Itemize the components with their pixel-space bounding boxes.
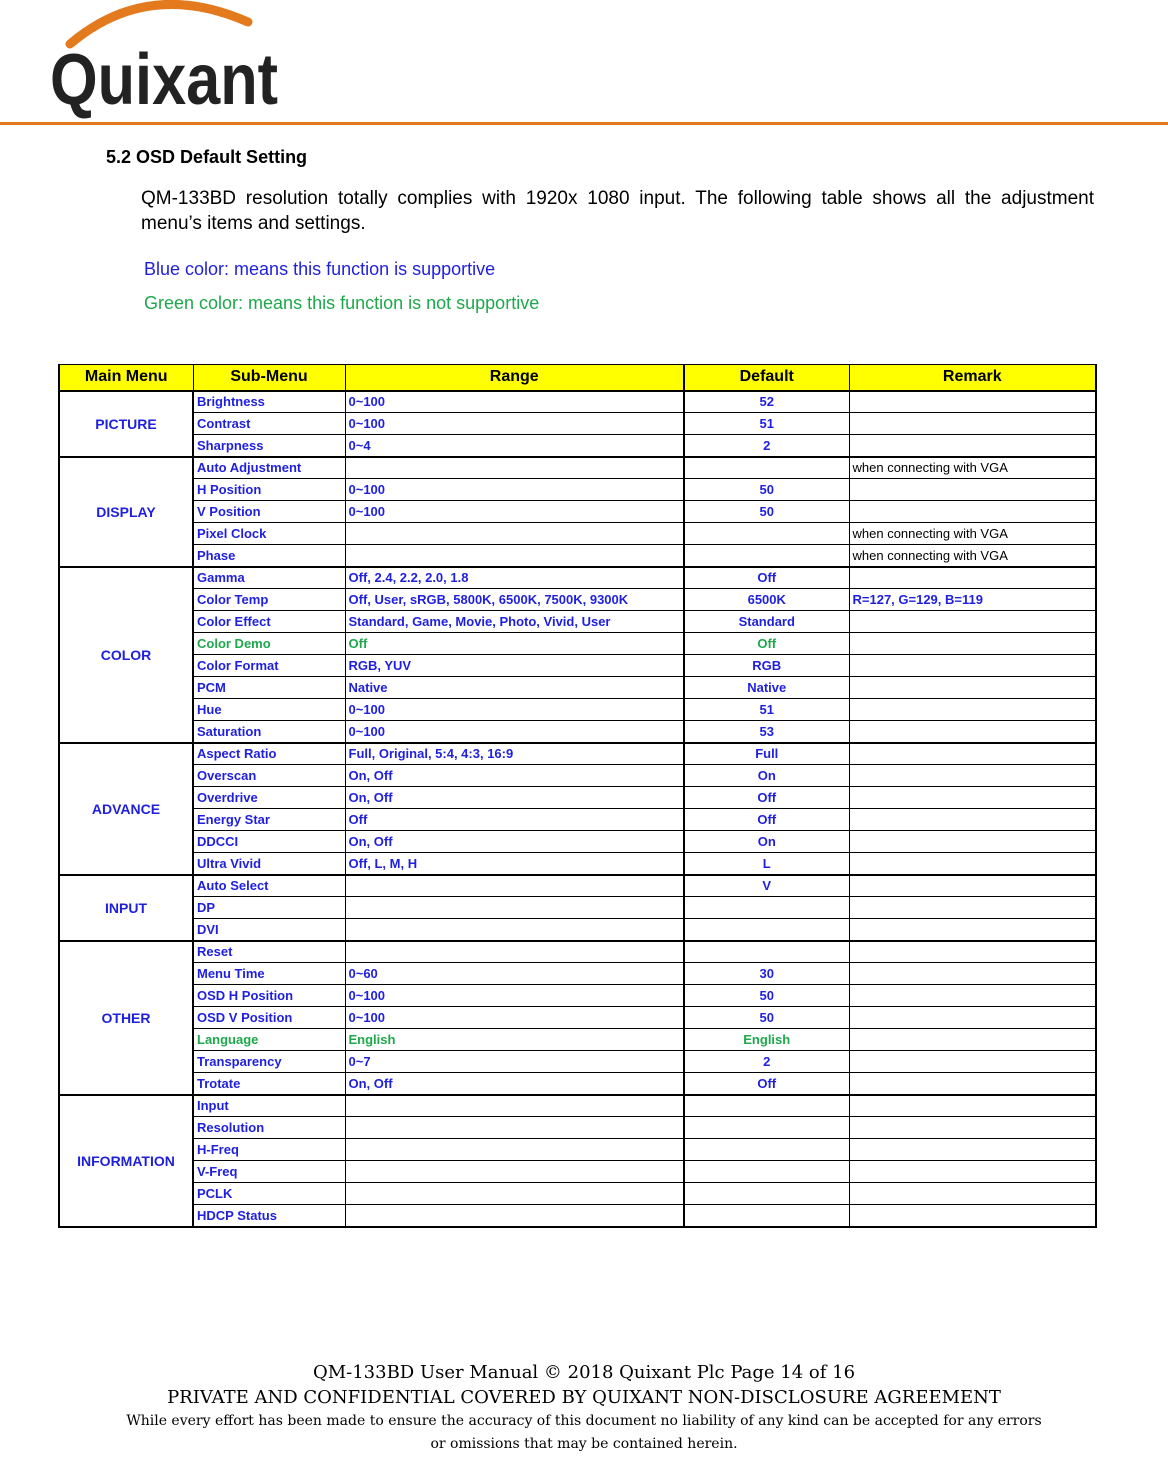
remark-cell: R=127, G=129, B=119 [849, 589, 1096, 611]
logo-wordmark: Quixant [50, 40, 279, 120]
header-remark: Remark [849, 365, 1096, 391]
range-cell: 0~100 [345, 391, 684, 413]
remark-cell [849, 1161, 1096, 1183]
range-cell: Off [345, 809, 684, 831]
remark-cell [849, 1073, 1096, 1095]
table-row [59, 831, 1096, 853]
range-cell: Off [345, 633, 684, 655]
default-cell [684, 1095, 849, 1117]
default-cell [684, 1139, 849, 1161]
range-cell: On, Off [345, 765, 684, 787]
sub-menu-cell: HDCP Status [193, 1205, 345, 1227]
default-cell: 53 [684, 721, 849, 743]
header-main-menu: Main Menu [59, 365, 193, 391]
sub-menu-cell: DVI [193, 919, 345, 941]
range-cell [345, 523, 684, 545]
table-row [59, 413, 1096, 435]
remark-cell [849, 391, 1096, 413]
default-cell: 51 [684, 699, 849, 721]
table-row [59, 1139, 1096, 1161]
sub-menu-cell: Language [193, 1029, 345, 1051]
remark-cell [849, 1117, 1096, 1139]
range-cell [345, 545, 684, 567]
default-cell: 52 [684, 391, 849, 413]
remark-cell [849, 655, 1096, 677]
table-row [59, 677, 1096, 699]
range-cell [345, 919, 684, 941]
range-cell: English [345, 1029, 684, 1051]
range-cell: On, Off [345, 831, 684, 853]
table-row [59, 765, 1096, 787]
range-cell: 0~100 [345, 721, 684, 743]
remark-cell [849, 787, 1096, 809]
remark-cell [849, 1183, 1096, 1205]
sub-menu-cell: H Position [193, 479, 345, 501]
sub-menu-cell: Input [193, 1095, 345, 1117]
table-row [59, 1183, 1096, 1205]
remark-cell [849, 919, 1096, 941]
range-cell: Native [345, 677, 684, 699]
range-cell: 0~4 [345, 435, 684, 457]
default-cell: On [684, 765, 849, 787]
sub-menu-cell: Saturation [193, 721, 345, 743]
default-cell: 6500K [684, 589, 849, 611]
remark-cell [849, 699, 1096, 721]
range-cell [345, 1161, 684, 1183]
remark-cell [849, 875, 1096, 897]
sub-menu-cell: OSD V Position [193, 1007, 345, 1029]
remark-cell [849, 1051, 1096, 1073]
table-row [59, 787, 1096, 809]
default-cell: 50 [684, 1007, 849, 1029]
remark-cell [849, 985, 1096, 1007]
range-cell [345, 457, 684, 479]
default-cell: Off [684, 1073, 849, 1095]
sub-menu-cell: Brightness [193, 391, 345, 413]
range-cell: Standard, Game, Movie, Photo, Vivid, User [345, 611, 684, 633]
table-row [59, 1029, 1096, 1051]
sub-menu-cell: Auto Adjustment [193, 457, 345, 479]
legend-unsupported: Green color: means this function is not supportive [144, 293, 540, 313]
range-cell [345, 897, 684, 919]
remark-cell [849, 721, 1096, 743]
default-cell: Off [684, 633, 849, 655]
sub-menu-cell: DP [193, 897, 345, 919]
table-row [59, 545, 1096, 567]
range-cell [345, 875, 684, 897]
remark-cell [849, 831, 1096, 853]
remark-cell [849, 963, 1096, 985]
default-cell: Standard [684, 611, 849, 633]
range-cell: 0~60 [345, 963, 684, 985]
default-cell: English [684, 1029, 849, 1051]
sub-menu-cell: Hue [193, 699, 345, 721]
table-row [59, 655, 1096, 677]
header-default: Default [684, 365, 849, 391]
sub-menu-cell: Aspect Ratio [193, 743, 345, 765]
remark-cell [849, 1095, 1096, 1117]
default-cell: V [684, 875, 849, 897]
quixant-logo [48, 0, 288, 118]
sub-menu-cell: Color Temp [193, 589, 345, 611]
sub-menu-cell: Overscan [193, 765, 345, 787]
remark-cell [849, 941, 1096, 963]
default-cell [684, 919, 849, 941]
remark-cell [849, 633, 1096, 655]
main-menu-cell: COLOR [59, 567, 193, 743]
default-cell: RGB [684, 655, 849, 677]
remark-cell [849, 1139, 1096, 1161]
table-row [59, 479, 1096, 501]
range-cell: RGB, YUV [345, 655, 684, 677]
table-row [59, 1205, 1096, 1227]
table-row [59, 875, 1096, 897]
section-title-text: OSD Default Setting [136, 147, 308, 167]
legend-supported: Blue color: means this function is supportive [144, 259, 496, 279]
remark-cell [849, 677, 1096, 699]
table-row [59, 985, 1096, 1007]
default-cell: L [684, 853, 849, 875]
default-cell: 2 [684, 435, 849, 457]
table-row [59, 1051, 1096, 1073]
table-row [59, 919, 1096, 941]
sub-menu-cell: Contrast [193, 413, 345, 435]
remark-cell [849, 1029, 1096, 1051]
main-menu-cell: PICTURE [59, 391, 193, 457]
default-cell [684, 897, 849, 919]
range-cell: Off, User, sRGB, 5800K, 6500K, 7500K, 9300K [345, 589, 684, 611]
sub-menu-cell: V Position [193, 501, 345, 523]
remark-cell [849, 413, 1096, 435]
table-row [59, 963, 1096, 985]
sub-menu-cell: Transparency [193, 1051, 345, 1073]
remark-cell: when connecting with VGA [849, 523, 1096, 545]
table-row [59, 853, 1096, 875]
footer-confidential: PRIVATE AND CONFIDENTIAL COVERED BY QUIXANT NON-DISCLOSURE AGREEMENT [167, 1387, 1001, 1408]
sub-menu-cell: Reset [193, 941, 345, 963]
sub-menu-cell: Ultra Vivid [193, 853, 345, 875]
default-cell: Native [684, 677, 849, 699]
intro-paragraph: QM-133BD resolution totally complies with 1920x 1080 input. The following table shows all the adjustment menu’s items and settings. [141, 188, 1094, 234]
remark-cell [849, 1007, 1096, 1029]
table-row [59, 589, 1096, 611]
remark-cell [849, 809, 1096, 831]
sub-menu-cell: Energy Star [193, 809, 345, 831]
section-number: 5.2 [106, 147, 132, 167]
default-cell: Off [684, 787, 849, 809]
table-row [59, 567, 1096, 589]
remark-cell [849, 1205, 1096, 1227]
table-row [59, 1007, 1096, 1029]
sub-menu-cell: Gamma [193, 567, 345, 589]
sub-menu-cell: Phase [193, 545, 345, 567]
sub-menu-cell: PCLK [193, 1183, 345, 1205]
remark-cell [849, 567, 1096, 589]
table-row [59, 457, 1096, 479]
default-cell: 50 [684, 501, 849, 523]
range-cell [345, 1205, 684, 1227]
default-cell [684, 457, 849, 479]
default-cell [684, 1161, 849, 1183]
remark-cell [849, 501, 1096, 523]
range-cell: Off, L, M, H [345, 853, 684, 875]
osd-settings-table [58, 364, 1097, 1228]
sub-menu-cell: Color Format [193, 655, 345, 677]
table-row [59, 1095, 1096, 1117]
remark-cell [849, 479, 1096, 501]
default-cell: 30 [684, 963, 849, 985]
header-rule [0, 122, 1168, 125]
footer-manual-info: QM-133BD User Manual © 2018 Quixant Plc Page 14 of 16 [312, 1362, 856, 1383]
range-cell [345, 1139, 684, 1161]
sub-menu-cell: PCM [193, 677, 345, 699]
default-cell [684, 1117, 849, 1139]
table-row [59, 897, 1096, 919]
remark-cell [849, 435, 1096, 457]
table-row [59, 1117, 1096, 1139]
range-cell: Off, 2.4, 2.2, 2.0, 1.8 [345, 567, 684, 589]
remark-cell [849, 853, 1096, 875]
main-menu-cell: INFORMATION [59, 1095, 193, 1227]
default-cell [684, 523, 849, 545]
table-row [59, 1073, 1096, 1095]
default-cell: 2 [684, 1051, 849, 1073]
default-cell [684, 545, 849, 567]
footer-disclaimer-cont: or omissions that may be contained herein. [430, 1436, 738, 1452]
table-body [59, 391, 1096, 1227]
sub-menu-cell: Pixel Clock [193, 523, 345, 545]
remark-cell [849, 743, 1096, 765]
table-row [59, 633, 1096, 655]
range-cell [345, 1183, 684, 1205]
range-cell: 0~100 [345, 985, 684, 1007]
table-row [59, 721, 1096, 743]
table-row [59, 523, 1096, 545]
table-row [59, 743, 1096, 765]
range-cell [345, 1117, 684, 1139]
range-cell: 0~100 [345, 501, 684, 523]
default-cell: 51 [684, 413, 849, 435]
table-row [59, 391, 1096, 413]
default-cell: 50 [684, 479, 849, 501]
range-cell [345, 941, 684, 963]
remark-cell: when connecting with VGA [849, 545, 1096, 567]
main-menu-cell: DISPLAY [59, 457, 193, 567]
remark-cell [849, 765, 1096, 787]
table-row [59, 941, 1096, 963]
sub-menu-cell: Overdrive [193, 787, 345, 809]
sub-menu-cell: V-Freq [193, 1161, 345, 1183]
range-cell: 0~100 [345, 1007, 684, 1029]
default-cell [684, 1205, 849, 1227]
range-cell: Full, Original, 5:4, 4:3, 16:9 [345, 743, 684, 765]
range-cell: On, Off [345, 1073, 684, 1095]
default-cell: Full [684, 743, 849, 765]
section-title [106, 147, 307, 168]
main-menu-cell: OTHER [59, 941, 193, 1095]
range-cell: 0~7 [345, 1051, 684, 1073]
footer-disclaimer: While every effort has been made to ensure the accuracy of this document no liability of any kind can be accepted for any errors [126, 1413, 1042, 1429]
table-row [59, 1161, 1096, 1183]
range-cell: On, Off [345, 787, 684, 809]
default-cell: 50 [684, 985, 849, 1007]
sub-menu-cell: Color Demo [193, 633, 345, 655]
table-header-row [59, 365, 1096, 391]
default-cell: On [684, 831, 849, 853]
header-range: Range [345, 365, 684, 391]
default-cell [684, 941, 849, 963]
sub-menu-cell: DDCCI [193, 831, 345, 853]
table-row [59, 809, 1096, 831]
sub-menu-cell: OSD H Position [193, 985, 345, 1007]
sub-menu-cell: Color Effect [193, 611, 345, 633]
range-cell [345, 1095, 684, 1117]
remark-cell [849, 897, 1096, 919]
table-row [59, 435, 1096, 457]
sub-menu-cell: Sharpness [193, 435, 345, 457]
remark-cell [849, 611, 1096, 633]
table-row [59, 501, 1096, 523]
sub-menu-cell: H-Freq [193, 1139, 345, 1161]
range-cell: 0~100 [345, 699, 684, 721]
sub-menu-cell: Resolution [193, 1117, 345, 1139]
default-cell: Off [684, 809, 849, 831]
table-row [59, 699, 1096, 721]
header-sub-menu: Sub-Menu [193, 365, 345, 391]
main-menu-cell: ADVANCE [59, 743, 193, 875]
default-cell: Off [684, 567, 849, 589]
default-cell [684, 1183, 849, 1205]
range-cell: 0~100 [345, 479, 684, 501]
sub-menu-cell: Menu Time [193, 963, 345, 985]
sub-menu-cell: Trotate [193, 1073, 345, 1095]
main-menu-cell: INPUT [59, 875, 193, 941]
sub-menu-cell: Auto Select [193, 875, 345, 897]
remark-cell: when connecting with VGA [849, 457, 1096, 479]
table-row [59, 611, 1096, 633]
range-cell: 0~100 [345, 413, 684, 435]
